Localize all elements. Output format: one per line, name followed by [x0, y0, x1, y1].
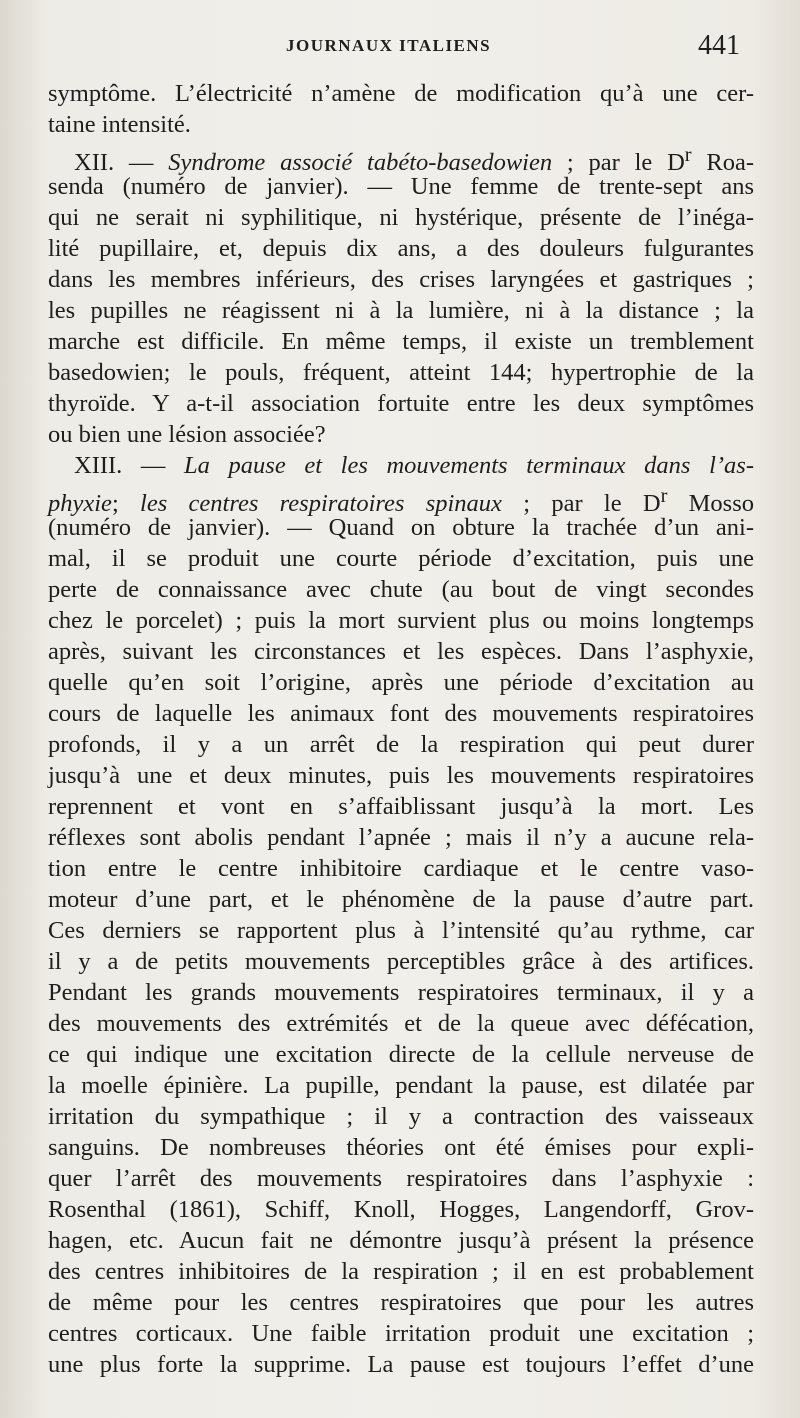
- text-line: marche est difficile. En même temps, il existe un tremblement: [48, 328, 754, 355]
- text-line: jusqu’à une et deux minutes, puis les mouvements respiratoires: [48, 762, 754, 789]
- text-line: profonds, il y a un arrêt de la respiration qui peut durer: [48, 731, 754, 758]
- text-line: quelle qu’en soit l’origine, après une période d’excitation au: [48, 669, 754, 696]
- text-line: Rosenthal (1861), Schiff, Knoll, Hogges, Langendorff, Grov-: [48, 1196, 754, 1223]
- text-line: sanguins. De nombreuses théories ont été émises pour expli-: [48, 1134, 754, 1161]
- text-line: phyxie; les centres respiratoires spinaux ; par le $D^r$ Mosso: [48, 485, 754, 518]
- text-line: moteur d’une part, et le phénomène de la pause d’autre part.: [48, 886, 754, 913]
- text-line: lité pupillaire, et, depuis dix ans, a des douleurs fulgurantes: [48, 235, 754, 262]
- text-line: après, suivant les circonstances et les espèces. Dans l’asphyxie,: [48, 638, 754, 665]
- text-line: Ces derniers se rapportent plus à l’intensité qu’au rythme, car: [48, 917, 754, 944]
- text-line: symptôme. L’électricité n’amène de modification qu’à une cer-: [48, 80, 754, 107]
- text-line: dans les membres inférieurs, des crises laryngées et gastriques ;: [48, 266, 754, 293]
- text-line: qui ne serait ni syphilitique, ni hystérique, présente de l’inéga-: [48, 204, 754, 231]
- text-line: tion entre le centre inhibitoire cardiaque et le centre vaso-: [48, 855, 754, 882]
- text-line: de même pour les centres respiratoires que pour les autres: [48, 1289, 754, 1316]
- text-line: ou bien une lésion associée?: [48, 421, 326, 448]
- body-text: [48, 78, 754, 1380]
- text-line: la moelle épinière. La pupille, pendant la pause, est dilatée par: [48, 1072, 754, 1099]
- text-line: quer l’arrêt des mouvements respiratoires dans l’asphyxie :: [48, 1165, 754, 1192]
- page-number: 441: [698, 30, 740, 61]
- text-line: cours de laquelle les animaux font des mouvements respiratoires: [48, 700, 754, 727]
- text-line: ce qui indique une excitation directe de la cellule nerveuse de: [48, 1041, 754, 1068]
- text-line: Pendant les grands mouvements respiratoires terminaux, il y a: [48, 979, 754, 1006]
- text-line: thyroïde. Y a-t-il association fortuite entre les deux symptômes: [48, 390, 754, 417]
- text-line: taine intensité.: [48, 111, 191, 138]
- text-line: des centres inhibitoires de la respiration ; il en est probablement: [48, 1258, 754, 1285]
- text-line: réflexes sont abolis pendant l’apnée ; mais il n’y a aucune rela-: [48, 824, 754, 851]
- text-line: les pupilles ne réagissent ni à la lumière, ni à la distance ; la: [48, 297, 754, 324]
- text-line: XIII. — La pause et les mouvements terminaux dans l’as-: [74, 452, 754, 479]
- text-line: (numéro de janvier). — Quand on obture la trachée d’un ani-: [48, 514, 754, 541]
- text-line: mal, il se produit une courte période d’excitation, puis une: [48, 545, 754, 572]
- text-line: basedowien; le pouls, fréquent, atteint 144; hypertrophie de la: [48, 359, 754, 386]
- text-line: hagen, etc. Aucun fait ne démontre jusqu’à présent la présence: [48, 1227, 754, 1254]
- running-head: [0, 30, 800, 76]
- text-line: une plus forte la supprime. La pause est toujours l’effet d’une: [48, 1351, 754, 1378]
- text-line: XII. — Syndrome associé tabéto-basedowien ; par le $D^r$ Roa-: [74, 144, 755, 177]
- running-title: JOURNAUX ITALIENS: [286, 36, 492, 55]
- text-line: centres corticaux. Une faible irritation produit une excitation ;: [48, 1320, 754, 1347]
- text-line: reprennent et vont en s’affaiblissant jusqu’à la mort. Les: [48, 793, 754, 820]
- text-line: senda (numéro de janvier). — Une femme de trente-sept ans: [48, 173, 754, 200]
- text-line: chez le porcelet) ; puis la mort survient plus ou moins longtemps: [48, 607, 754, 634]
- text-line: il y a de petits mouvements perceptibles grâce à des artifices.: [48, 948, 754, 975]
- text-line: des mouvements des extrémités et de la queue avec défécation,: [48, 1010, 754, 1037]
- text-line: perte de connaissance avec chute (au bout de vingt secondes: [48, 576, 754, 603]
- text-line: irritation du sympathique ; il y a contraction des vaisseaux: [48, 1103, 754, 1130]
